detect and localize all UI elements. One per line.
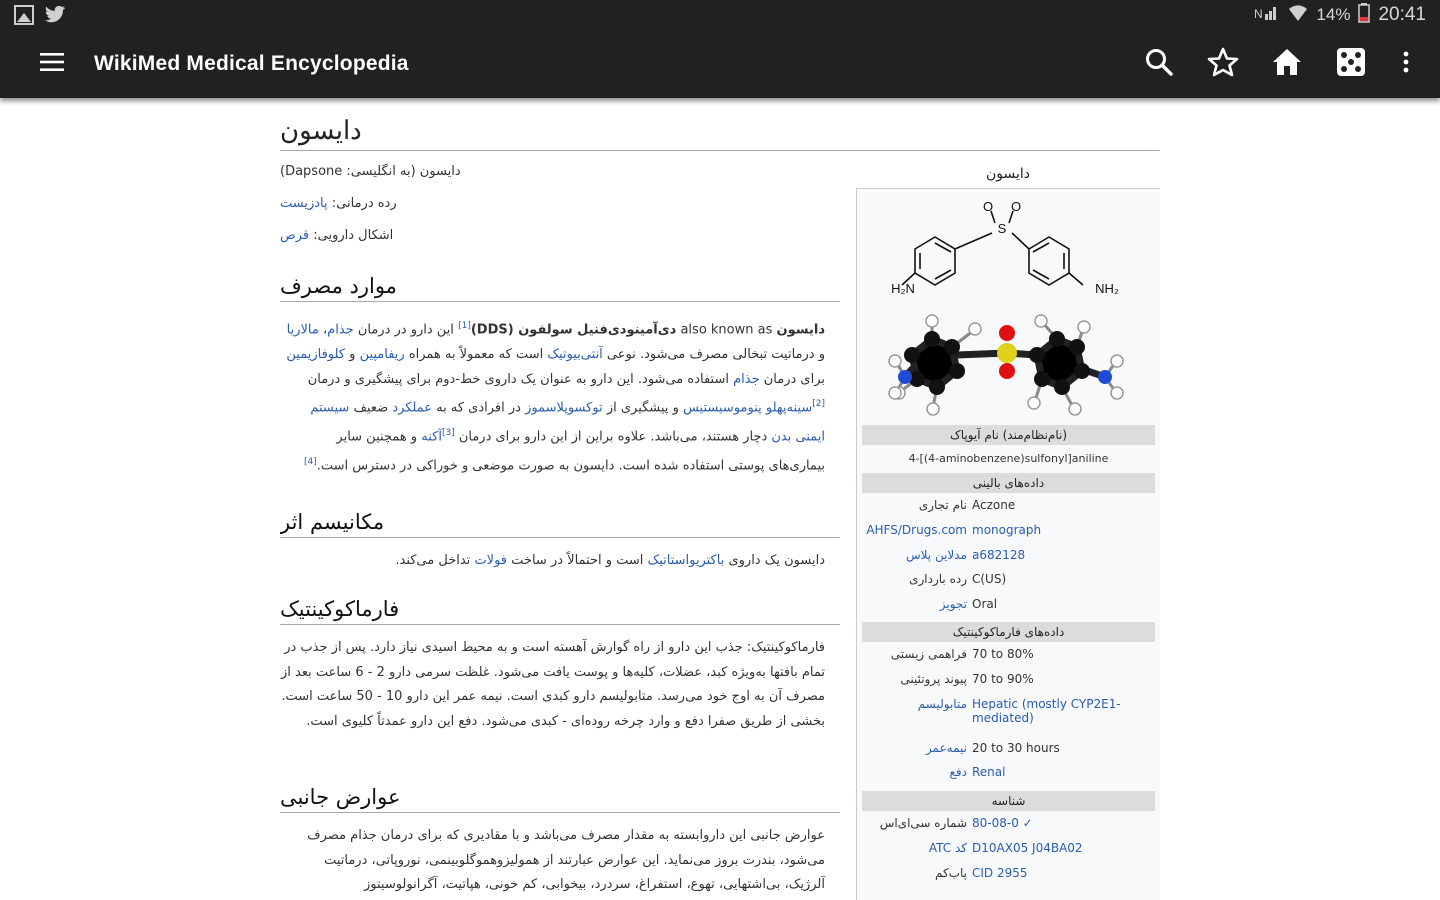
skeletal-formula-image — [857, 197, 1160, 307]
more-vertical-icon — [1403, 51, 1409, 77]
uses-text: also known as — [676, 322, 777, 338]
uses-paragraph — [280, 314, 825, 479]
infobox-row — [862, 866, 1155, 891]
infobox-row-value[interactable]: 80-08-0 ✓ — [972, 816, 1033, 830]
infobox-row-label: رده بارداری — [909, 572, 967, 587]
oxygen-atom-label: O — [982, 199, 994, 214]
reference-link[interactable]: [2] — [812, 399, 825, 410]
article-english-name: دایسون (به انگلیسی: Dapsone) — [280, 164, 461, 179]
infobox-row-label[interactable]: متابولیسم — [917, 696, 967, 711]
uses-text: و — [345, 346, 360, 362]
hamburger-menu-icon — [40, 53, 64, 75]
battery-icon — [1358, 3, 1370, 28]
left-amine-label: H₂N — [891, 281, 915, 296]
dosage-forms-label: اشکال دارویی: — [313, 228, 394, 243]
ball-and-stick-model-image — [857, 309, 1160, 421]
svg-text:N: N — [1254, 6, 1264, 21]
mechanism-text: دایسون یک داروی — [724, 553, 825, 568]
mechanism-text: است و احتمالاً در ساخت — [507, 553, 648, 568]
link-folate[interactable]: فولات — [474, 553, 508, 568]
right-amine-label: NH₂ — [1095, 281, 1119, 296]
infobox-row-value[interactable]: Hepatic (mostly CYP2E1-mediated) — [972, 696, 1121, 725]
link-acne[interactable]: آکنه — [421, 429, 442, 445]
uses-text: و درماتیت تبخالی مصرف می‌شود. نوعی — [602, 346, 825, 362]
sulfur-atom-label: S — [997, 221, 1007, 236]
mechanism-text: تداخل می‌کند. — [395, 553, 475, 568]
link-malaria[interactable]: مالاریا — [286, 322, 319, 338]
infobox-row-label[interactable]: دفع — [949, 765, 967, 780]
infobox-pharmacokinetic-header: داده‌های فارماکوکینتیک — [862, 622, 1155, 642]
infobox-row-label[interactable]: نیمه‌عمر — [925, 740, 967, 755]
infobox-row-label[interactable]: تجویز — [939, 597, 967, 612]
infobox-iupac-header: (نام‌نظام‌مند) نام آیوپاک — [862, 425, 1155, 445]
battery-percent: 14% — [1316, 5, 1351, 24]
infobox-row-value: 20 to 30 hours — [972, 740, 1060, 755]
infobox-row — [862, 572, 1155, 597]
infobox-row-value[interactable]: a682128 — [972, 547, 1026, 562]
infobox-row — [862, 841, 1155, 866]
wifi-icon — [1288, 4, 1308, 27]
app-bar-actions — [1138, 43, 1418, 85]
dosage-forms-link[interactable]: قرص — [280, 228, 310, 243]
signal-icon — [1254, 4, 1280, 27]
article-dosage-forms — [280, 228, 840, 243]
article-drug-class — [280, 196, 840, 211]
link-bacteriostatic[interactable]: باکتریواستاتیک — [647, 553, 725, 568]
link-toxoplasmosis[interactable]: توکسوپلاسموز — [525, 400, 603, 416]
drug-infobox — [856, 188, 1160, 900]
uses-text: دچار هستند، می‌باشد. علاوه براین از این دارو برای درمان — [454, 429, 772, 445]
search-icon — [1144, 47, 1174, 81]
infobox-row — [862, 765, 1155, 790]
infobox-row-label: شماره سی‌ای‌اس — [879, 816, 967, 830]
article-content — [280, 98, 1160, 900]
infobox-identifiers-header: شناسه — [862, 791, 1155, 811]
infobox-row-label[interactable]: AHFS/Drugs.com — [866, 522, 967, 537]
section-heading-uses: موارد مصرف — [280, 274, 840, 302]
random-article-button[interactable] — [1330, 43, 1372, 85]
infobox-row-value[interactable]: Renal — [972, 765, 1006, 780]
uses-text: استفاده می‌شود. این دارو به عنوان یک داروی خط-دوم برای پیشگیری و درمان — [307, 371, 734, 387]
link-pneumocystis[interactable]: سینه‌پهلو پنوموسیستیس — [682, 400, 813, 416]
oxygen-atom-label: O — [1010, 199, 1022, 214]
pharmacokinetics-paragraph: فارماکوکینتیک: جذب این دارو از راه گوارش آهسته است و به محیط اسیدی نیاز دارد. پس از جذب در تمام بافتها به‌ویژه کبد، عضلات، کلیه‌ها و پوست یافت می‌شود. غلظت سرمی دارو 2 - 6 ساعت بعد از مصرف آن به اوج خود می‌رسد. متابولیسم دارو کبدی است. نیمه عمر این دارو 10 - 50 ساعت است. بخشی از طریق صفرا دفع و وارد چرخه روده‌ای - کبدی می‌شود. دفع این دارو عمدتاً کلیوی است. — [281, 640, 825, 729]
infobox-iupac-name: 4-[(4-aminobenzene)sulfonyl]aniline — [908, 452, 1109, 465]
status-bar-system — [1254, 3, 1426, 28]
infobox-row-label: پیوند پروتئینی — [900, 671, 967, 686]
section-heading-pharmacokinetics: فارماکوکینتیک — [280, 597, 840, 625]
infobox-row — [862, 647, 1155, 672]
bookmark-button[interactable] — [1202, 43, 1244, 85]
infobox-row-label: فراهمی زیستی — [890, 647, 967, 661]
page-title: دایسون — [280, 116, 1160, 151]
status-bar-notifications — [14, 5, 64, 25]
star-outline-icon — [1207, 47, 1239, 81]
reference-link[interactable]: [3] — [441, 428, 455, 439]
uses-text: در افرادی که به — [432, 400, 526, 416]
drug-class-label: رده درمانی: — [331, 196, 397, 211]
infobox-row — [862, 523, 1155, 548]
link-antibiotic[interactable]: آنتی‌بیوتیک — [547, 346, 603, 362]
infobox-clinical-header: داده‌های بالینی — [862, 473, 1155, 493]
infobox-row — [862, 548, 1155, 573]
link-immune-system[interactable]: سیستم ایمنی بدن — [310, 400, 825, 445]
uses-text: این دارو در درمان — [353, 322, 459, 338]
link-leprosy-2[interactable]: جذام — [733, 371, 760, 387]
infobox-row-label[interactable]: مدلاین پلاس — [905, 547, 967, 562]
infobox-row-value: Oral — [972, 597, 998, 612]
mechanism-paragraph — [280, 549, 825, 574]
drug-class-link[interactable]: پادزیست — [280, 196, 328, 211]
infobox-row-value: Aczone — [972, 498, 1016, 512]
infobox-row-value[interactable]: monograph — [972, 522, 1042, 537]
infobox-row-label[interactable]: کد ATC — [928, 840, 967, 855]
link-leprosy[interactable]: جذام — [327, 322, 354, 338]
uses-text: برای درمان — [759, 371, 825, 387]
reference-link[interactable]: [1] — [458, 321, 471, 331]
infobox-row-label: نام تجاری — [918, 498, 967, 512]
link-function[interactable]: عملکرد — [392, 400, 432, 416]
infobox-row — [862, 597, 1155, 622]
uses-text: دی‌آمینودی‌فنیل سولفون (DDS) — [470, 322, 677, 338]
status-bar — [0, 0, 1440, 30]
infobox-row — [862, 741, 1155, 766]
infobox-row-label: پاب‌کم — [935, 865, 967, 880]
infobox-row — [862, 672, 1155, 697]
home-icon — [1272, 48, 1302, 80]
uses-text: و پیشگیری از — [602, 400, 683, 416]
search-button[interactable] — [1138, 43, 1180, 85]
uses-text: است که معمولاً به همراه — [404, 346, 548, 362]
side-effects-paragraph: عوارض جانبی این داروابسته به مقدار مصرف می‌باشد و با مقادیری که برای درمان جذام مصرف می‌شود، بندرت بروز می‌نماید. این عوارض عبارتند از همولیزوهموگلوبینمی، نوروپاتی، درماتیت آلرژیک، بی‌اشتهایی، تهوع، استفراغ، سردرد، بیخوابی، کم خونی، هپاتیت، آگرانولوسیتوز — [307, 828, 825, 893]
clock: 20:41 — [1378, 4, 1426, 25]
infobox-row-value: 70 to 90% — [972, 671, 1034, 686]
infobox-row — [862, 697, 1155, 741]
section-heading-side-effects: عوارض جانبی — [280, 785, 840, 813]
gallery-notification-icon — [14, 5, 34, 25]
infobox-row-value[interactable]: CID 2955 — [972, 865, 1028, 880]
app-bar — [0, 30, 1440, 98]
infobox-caption: دایسون — [985, 166, 1031, 182]
app-title: WikiMed Medical Encyclopedia — [94, 52, 409, 75]
hamburger-menu-button[interactable] — [32, 44, 72, 84]
infobox-row-value: 70 to 80% — [972, 647, 1034, 661]
reference-link[interactable]: [4] — [303, 456, 317, 467]
home-button[interactable] — [1266, 43, 1308, 85]
infobox-row — [862, 498, 1155, 523]
overflow-menu-button[interactable] — [1394, 43, 1418, 85]
uses-text: ضعیف — [349, 400, 393, 416]
infobox-row-value: C(US) — [972, 572, 1007, 587]
uses-text: و همچنین سایر بیماری‌های پوستی استفاده شده است. دایسون به صورت موضعی و خوراکی در دسترس است. — [316, 429, 825, 474]
twitter-notification-icon — [44, 5, 64, 25]
section-heading-mechanism: مکانیسم اثر — [280, 510, 840, 538]
dice-icon — [1336, 47, 1366, 81]
uses-text: ، — [318, 322, 328, 338]
infobox-row-value[interactable]: D10AX05 J04BA02 — [972, 840, 1083, 855]
link-rifampicin[interactable]: ریفامپین — [359, 346, 405, 362]
infobox-row — [862, 816, 1155, 841]
uses-text: دایسون — [776, 322, 825, 338]
link-clofazimine[interactable]: کلوفازیمین — [286, 346, 346, 362]
